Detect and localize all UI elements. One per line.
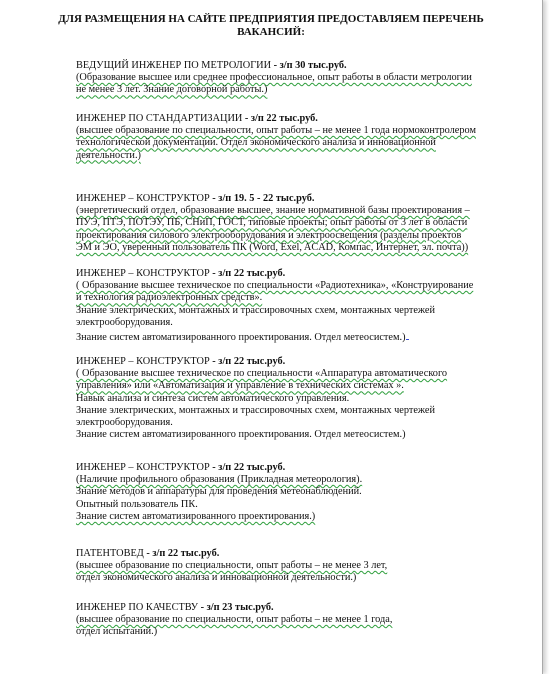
vacancy-requirement-line: Знание систем автоматизированного проектирования. Отдел метеосистем.) [76,429,406,441]
vacancy-position: ВЕДУЩИЙ ИНЖЕНЕР ПО МЕТРОЛОГИИ [76,60,272,71]
vacancy-heading [76,602,526,614]
vacancy-requirement-line: электрооборудования. [76,417,173,429]
vacancy-position: ИНЖЕНЕР – КОНСТРУКТОР [76,356,210,367]
vacancy-requirement-line: Знание методов и аппаратуры для проведения метеонаблюдений. [76,486,362,498]
vacancy-block [76,268,526,344]
vacancy-heading [76,356,526,368]
vacancy-requirement-line: технологической документации. Отдел экономического анализа и инновационной [76,137,436,149]
vacancy-requirement-line: отдел испытаний.) [76,626,158,638]
vacancy-requirement-line: управления» или «Автоматизация и управление в технических системах ». [76,380,404,392]
vacancy-heading [76,193,526,205]
title-line-1: ДЛЯ РАЗМЕЩЕНИЯ НА САЙТЕ ПРЕДПРИЯТИЯ ПРЕДОСТАВЛЯЕМ ПЕРЕЧЕНЬ [58,13,484,25]
vacancy-requirement-line: (Образование высшее или среднее профессиональное, опыт работы в области метрологии [76,72,472,84]
vacancy-salary: - з/п 19. 5 - 22 тыс.руб. [209,193,315,204]
vacancy-position: ИНЖЕНЕР – КОНСТРУКТОР [76,268,210,279]
document-title [0,13,542,39]
vacancy-requirement-line: ( Образование высшее техническое по специальности «Аппаратура автоматического [76,368,448,380]
vacancy-block [76,462,526,523]
vacancy-position: ИНЖЕНЕР – КОНСТРУКТОР [76,462,210,473]
vacancy-requirement-line [76,329,526,344]
vacancy-salary: - з/п 22 тыс.руб. [209,356,286,367]
title-line-2: ВАКАНСИЙ: [237,26,305,38]
vacancy-requirement-line: (высшее образование по специальности, опыт работы – не менее 1 года, [76,614,393,626]
vacancy-block [76,548,526,585]
vacancy-salary: - з/п 22 тыс.руб. [143,548,220,559]
vacancy-position: ИНЖЕНЕР – КОНСТРУКТОР [76,193,210,204]
vacancy-requirement-line: отдел экономического анализа и инновационной деятельности.) [76,572,357,584]
vacancy-heading [76,462,526,474]
vacancy-requirement-line: электрооборудования. [76,316,173,328]
vacancy-requirement-line: ПУЭ, ПТЭ, ПОТЭУ, ПБ, СНиП, ГОСТ, типовые проекты; опыт работы от 3 лет в области [76,217,468,229]
vacancy-salary: - з/п 22 тыс.руб. [242,113,318,124]
vacancy-heading [76,548,526,560]
vacancy-requirement-line: не менее 3 лет. Знание договорной работы.) [76,84,268,96]
vacancy-salary: - з/п 23 тыс.руб. [198,602,274,613]
vacancy-requirement-line: деятельности.) [76,149,141,161]
vacancy-requirement-line: ЭМ и ЭО, уверенный пользователь ПК (Word, Exel, ACAD, Компас, Интернет, эл. почта)) [76,241,469,253]
vacancy-salary: - з/п 22 тыс.руб. [209,462,286,473]
vacancy-block [76,602,526,639]
vacancy-requirement-line: и технология радиоэлектронных средств». [76,292,263,304]
vacancy-requirement-line: Знание систем автоматизированного проектирования.) [76,510,316,522]
vacancy-position: ПАТЕНТОВЕД [76,548,144,559]
vacancy-block [76,113,526,162]
vacancy-requirement-line: (энергетический отдел, образование высшее, знание нормативной базы проектирования – [76,205,470,217]
vacancy-block [76,60,526,97]
vacancy-requirement-line: Навык анализа и синтеза систем автоматического управления. [76,392,350,404]
vacancy-block [76,356,526,441]
vacancy-requirement-line: проектирования силового электрооборудования и электроосвещения (разделы проектов [76,229,462,241]
vacancy-salary: - з/п 22 тыс.руб. [209,268,286,279]
vacancy-position: ИНЖЕНЕР ПО КАЧЕСТВУ [76,602,199,613]
vacancy-requirement-line: ( Образование высшее техническое по специальности «Радиотехника», «Конструирование [76,280,474,292]
vacancy-heading [76,268,526,280]
vacancy-heading [76,113,526,125]
vacancy-salary: - з/п 30 тыс.руб. [271,60,347,71]
vacancy-requirement-line: Опытный пользователь ПК. [76,498,198,510]
vacancy-requirement-line: (Наличие профильного образования (Прикладная метеорология). [76,474,363,486]
vacancy-heading [76,60,526,72]
vacancy-requirement-line: Знание электрических, монтажных и трассировочных схем, монтажных чертежей [76,404,435,416]
vacancy-requirement-line: (высшее образование по специальности, опыт работы – не менее 1 года нормоконтролером [76,125,476,137]
vacancy-requirement-text: Знание систем автоматизированного проектирования. Отдел метеосистем.) [76,332,406,344]
vacancy-block [76,193,526,254]
vacancy-position: ИНЖЕНЕР ПО СТАНДАРТИЗАЦИИ [76,113,243,124]
vacancy-requirement-line: Знание электрических, монтажных и трассировочных схем, монтажных чертежей [76,304,435,316]
spellcheck-mark [406,329,409,340]
vacancy-requirement-line: (высшее образование по специальности, опыт работы – не менее 3 лет, [76,560,388,572]
